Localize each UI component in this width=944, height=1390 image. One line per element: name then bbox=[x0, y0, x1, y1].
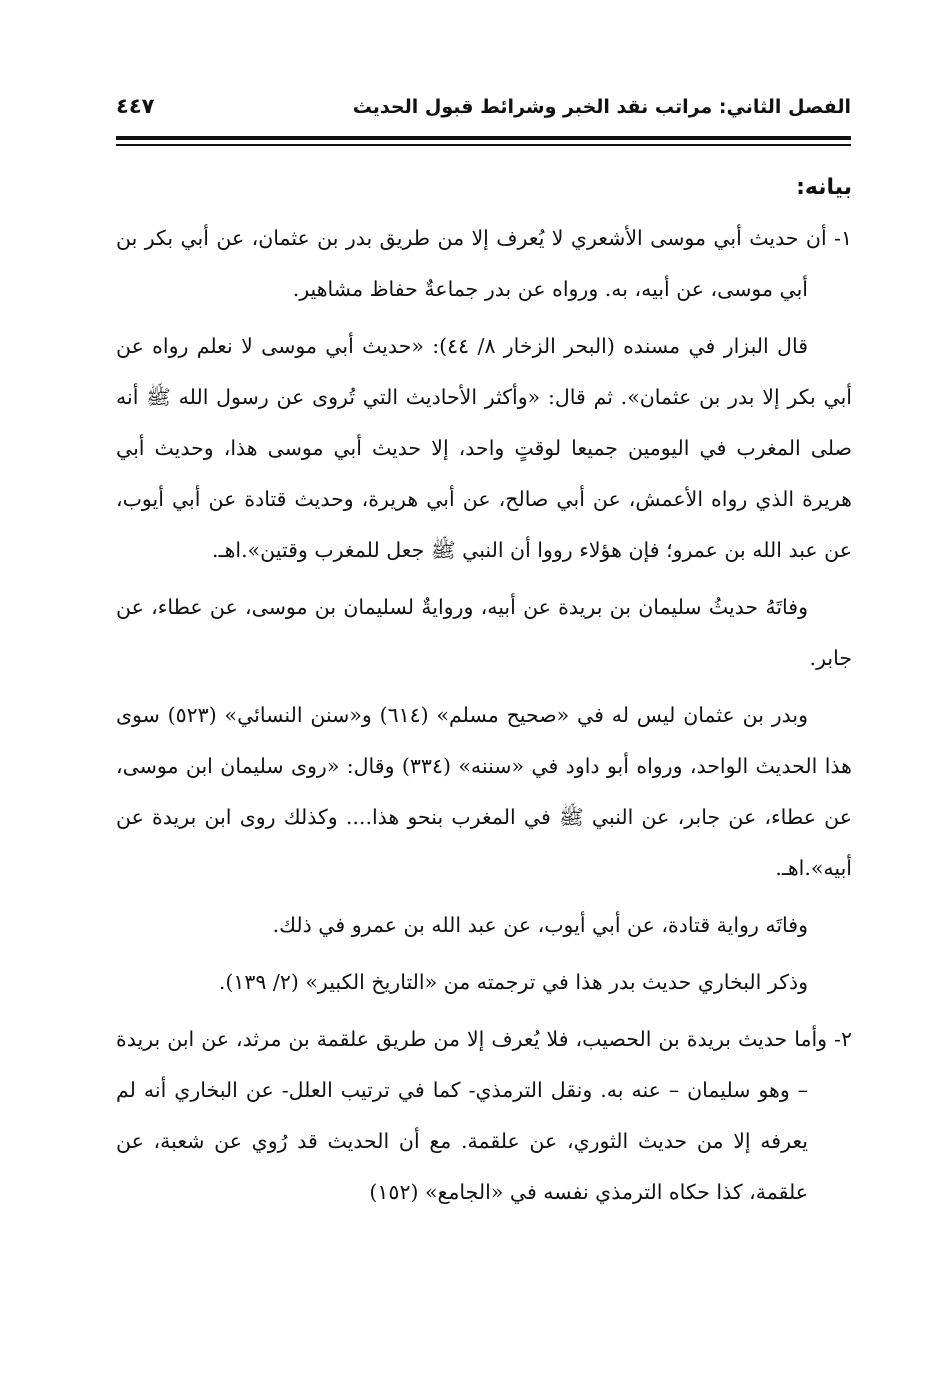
paragraph-qatada: وفاتَه رواية قتادة، عن أبي أيوب، عن عبد الله بن عمرو في ذلك. bbox=[272, 913, 808, 937]
running-header bbox=[116, 92, 851, 126]
header-rule-thin bbox=[116, 144, 851, 146]
list-item-1: ١- أن حديث أبي موسى الأشعري لا يُعرف إلا من طريق بدر بن عثمان، عن أبي بكر بن أبي موسى، عن أبيه، به. ورواه عن بدر جماعةٌ حفاظ مشاهير. bbox=[116, 226, 852, 301]
header-rule-thick bbox=[116, 136, 851, 140]
section-heading: بيانه: bbox=[796, 175, 852, 200]
chapter-title: الفصل الثاني: مراتب نقد الخبر وشرائط قبول الحديث bbox=[352, 96, 851, 118]
body-text bbox=[116, 163, 852, 1224]
paragraph-badr-ibn-uthman: وبدر بن عثمان ليس له في «صحيح مسلم» (٦١٤) و«سنن النسائي» (٥٢٣) سوى هذا الحديث الواحد، ورواه أبو داود في «سننه» (٣٣٤) وقال: «روى سليمان ابن موسى، عن عطاء، عن جابر، عن النبي ﷺ في المغرب بنحو هذا.... وكذلك روى ابن بريدة عن أبيه».اهـ. bbox=[116, 703, 852, 880]
paragraph-bukhari: وذكر البخاري حديث بدر هذا في ترجمته من «التاريخ الكبير» (٢/ ١٣٩). bbox=[218, 970, 808, 994]
paragraph-bazzar: قال البزار في مسنده (البحر الزخار ٨/ ٤٤): «حديث أبي موسى لا نعلم رواه عن أبي بكر إلا بدر بن عثمان». ثم قال: «وأكثر الأحاديث التي تُروى عن رسول الله ﷺ أنه صلى المغرب في اليومين جميعا لوقتٍ واحد، إلا حديث أبي موسى هذا، وحديث أبي هريرة الذي رواه الأعمش، عن أبي صالح، عن أبي هريرة، وحديث قتادة عن أبي أيوب، عن عبد الله بن عمرو؛ فإن هؤلاء رووا أن النبي ﷺ جعل للمغرب وقتين».اهـ. bbox=[116, 334, 852, 562]
page-number: ٤٤٧ bbox=[116, 94, 155, 118]
paragraph-missed-narrations: وفاتَهُ حديثُ سليمان بن بريدة عن أبيه، وروايةٌ لسليمان بن موسى، عن عطاء، عن جابر. bbox=[116, 595, 852, 670]
list-item-2: ٢- وأما حديث بريدة بن الحصيب، فلا يُعرف إلا من طريق علقمة بن مرثد، عن ابن بريدة – وهو سليمان – عنه به. ونقل الترمذي- كما في ترتيب العلل- عن البخاري أنه لم يعرفه إلا من حديث الثوري، عن علقمة. مع أن الحديث قد رُوي عن شعبة، عن علقمة، كذا حكاه الترمذي نفسه في «الجامع» (١٥٢) bbox=[116, 1027, 852, 1204]
